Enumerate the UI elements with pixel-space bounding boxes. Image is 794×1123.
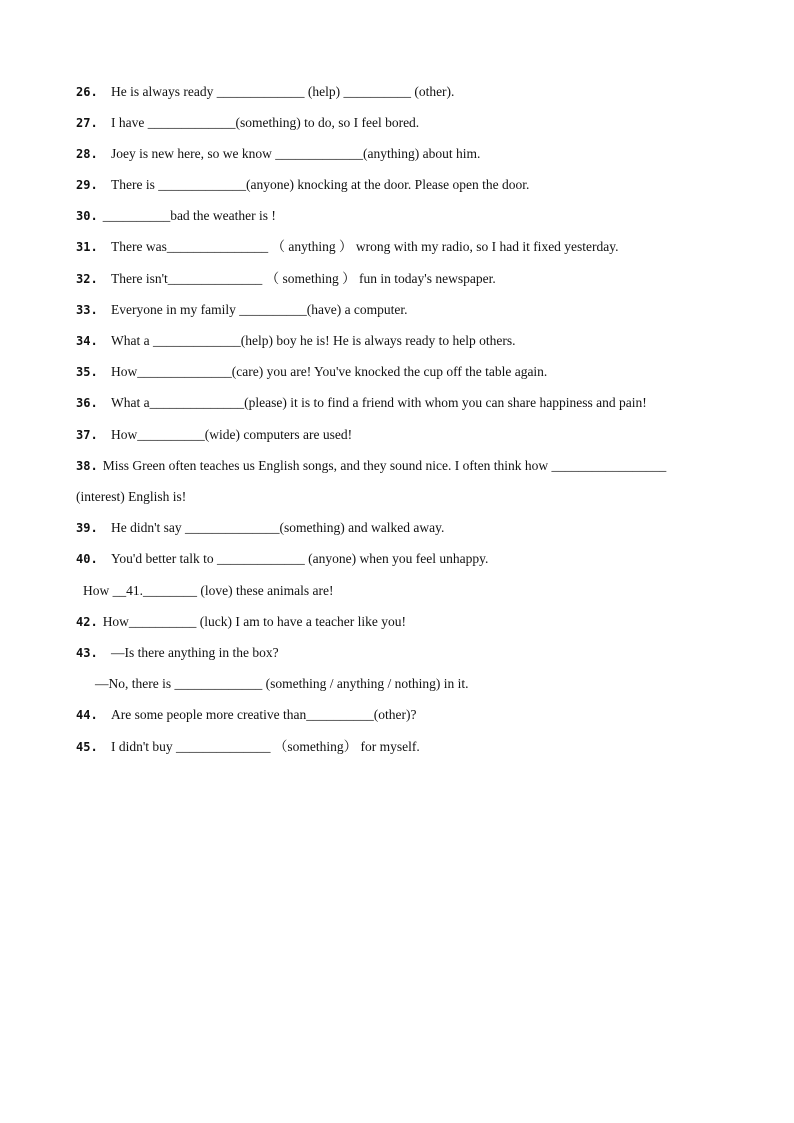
question-text: He is always ready _____________ (help) __________ (other). [111, 84, 455, 99]
question-text: He didn't say ______________(something) and walked away. [111, 520, 445, 535]
question-26 [76, 83, 726, 101]
question-text: There is _____________(anyone) knocking at the door. Please open the door. [111, 177, 530, 192]
question-number: 32. [76, 272, 98, 286]
question-number: 33. [76, 303, 98, 317]
question-text: How__________ (luck) I am to have a teacher like you! [102, 614, 406, 629]
question-43-answer-line [95, 675, 745, 693]
question-number: 35. [76, 365, 98, 379]
question-number: 39. [76, 521, 98, 535]
question-number: 43. [76, 646, 98, 660]
question-text: What a______________(please) it is to find a friend with whom you can share happiness and pain! [111, 395, 647, 410]
question-35 [76, 363, 726, 381]
question-text: —No, there is _____________ (something / anything / nothing) in it. [95, 676, 469, 691]
question-28 [76, 145, 726, 163]
question-43 [76, 644, 726, 662]
question-number: 26. [76, 85, 98, 99]
question-number: 34. [76, 334, 98, 348]
question-text: (interest) English is! [76, 489, 187, 504]
question-number: 38. [76, 459, 98, 473]
question-45 [76, 738, 726, 756]
question-36 [76, 394, 726, 412]
question-41 [83, 582, 733, 600]
question-44 [76, 706, 726, 724]
question-38 [76, 457, 726, 475]
question-number: 40. [76, 552, 98, 566]
question-32 [76, 270, 726, 288]
question-text: I have _____________(something) to do, so I feel bored. [111, 115, 420, 130]
question-number: 29. [76, 178, 98, 192]
question-number: 27. [76, 116, 98, 130]
question-text: —Is there anything in the box? [111, 645, 279, 660]
question-number: 30. [76, 209, 98, 223]
question-text: Are some people more creative than__________(other)? [111, 707, 417, 722]
question-31 [76, 238, 726, 256]
question-number: 44. [76, 708, 98, 722]
question-33 [76, 301, 726, 319]
question-text: I didn't buy ______________ （something） for myself. [111, 739, 420, 754]
question-number: 36. [76, 396, 98, 410]
question-39 [76, 519, 726, 537]
question-text: How______________(care) you are! You've knocked the cup off the table again. [111, 364, 548, 379]
question-text: __________bad the weather is ! [102, 208, 276, 223]
question-number: 42. [76, 615, 98, 629]
question-number: 31. [76, 240, 98, 254]
question-29 [76, 176, 726, 194]
question-text: What a _____________(help) boy he is! He is always ready to help others. [111, 333, 516, 348]
question-30 [76, 207, 726, 225]
question-text: How __41.________ (love) these animals are! [83, 583, 334, 598]
question-42 [76, 613, 726, 631]
question-38-continuation [76, 488, 726, 506]
question-text: Miss Green often teaches us English songs, and they sound nice. I often think how _________________ [102, 458, 667, 473]
question-text: Everyone in my family __________(have) a computer. [111, 302, 408, 317]
question-27 [76, 114, 726, 132]
question-text: How__________(wide) computers are used! [111, 427, 353, 442]
question-text: You'd better talk to _____________ (anyone) when you feel unhappy. [111, 551, 489, 566]
question-34 [76, 332, 726, 350]
question-number: 45. [76, 740, 98, 754]
question-number: 28. [76, 147, 98, 161]
question-text: There was_______________ （ anything ） wrong with my radio, so I had it fixed yesterday. [111, 239, 619, 254]
question-40 [76, 550, 726, 568]
question-text: Joey is new here, so we know _____________(anything) about him. [111, 146, 481, 161]
question-number: 37. [76, 428, 98, 442]
question-text: There isn't______________ （ something ） fun in today's newspaper. [111, 271, 496, 286]
question-37 [76, 426, 726, 444]
